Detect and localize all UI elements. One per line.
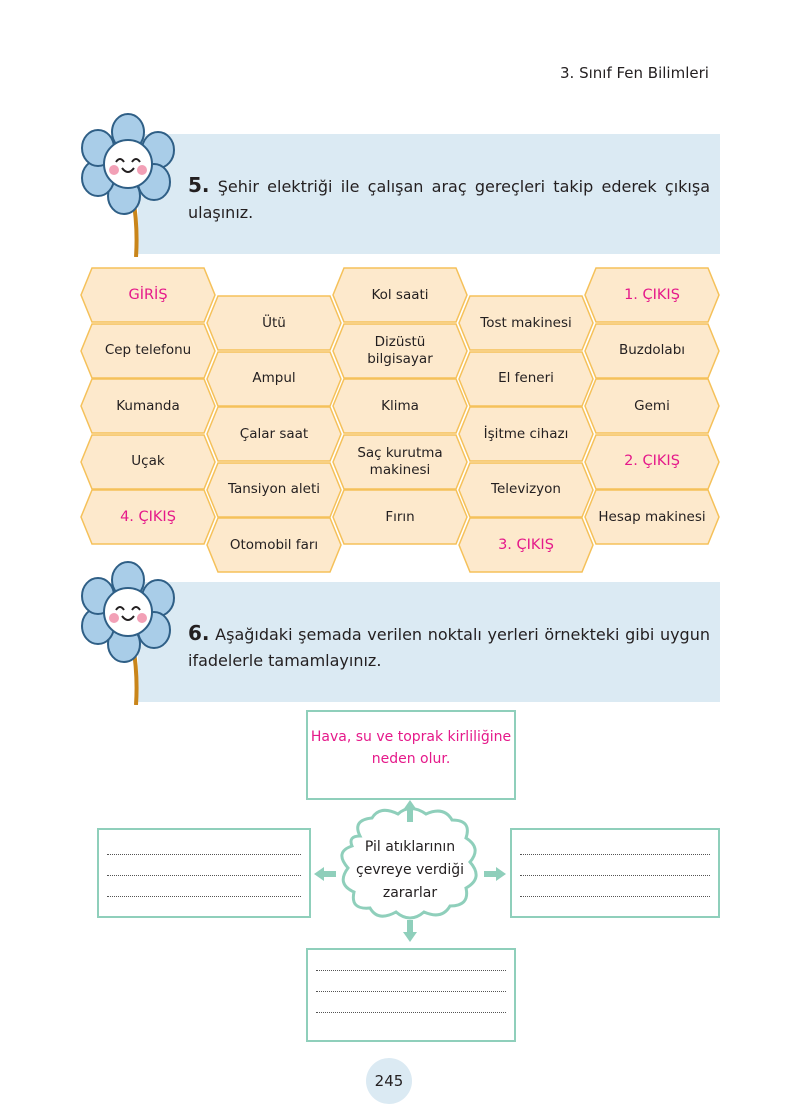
- maze-cell-label: 3. ÇIKIŞ: [498, 536, 554, 553]
- header-title: 3. Sınıf Fen Bilimleri: [560, 64, 709, 82]
- maze-cell-label: Otomobil farı: [229, 536, 319, 553]
- maze-cell-label: Fırın: [385, 508, 415, 525]
- maze-cell-label: Cep telefonu: [104, 342, 192, 358]
- maze-cell-label: Dizüstü bilgisayar: [367, 333, 433, 367]
- maze-cell-label: Tost makinesi: [480, 314, 572, 331]
- maze-cell-label: Buzdolabı: [618, 342, 686, 358]
- question-6-number: 6.: [188, 621, 210, 645]
- maze-cell-label: Uçak: [131, 453, 165, 469]
- page-number: 245: [366, 1058, 412, 1104]
- maze-cell-label: Kol saati: [371, 286, 429, 303]
- question-5-text: Şehir elektriği ile çalışan araç gereçleri takip ederek çıkışa ulaşınız.: [188, 177, 710, 222]
- maze-cell-label: GİRİŞ: [128, 286, 168, 303]
- maze-cell-label: Kumanda: [116, 397, 180, 414]
- maze-cell-label: İşitme cihazı: [483, 425, 569, 442]
- maze-cell-label: 1. ÇIKIŞ: [624, 286, 680, 303]
- maze-cell-label: Çalar saat: [239, 425, 309, 442]
- maze-cell-label: Saç kurutma makinesi: [357, 444, 443, 478]
- maze-cell-label: 4. ÇIKIŞ: [120, 508, 176, 525]
- maze-cell-label: Gemi: [634, 397, 670, 414]
- question-5-number: 5.: [188, 173, 210, 197]
- diagram-center-text: Pil atıklarının çevreye verdiği zararlar: [356, 839, 464, 901]
- maze-cell-label: Hesap makinesi: [598, 508, 706, 525]
- example-answer: Hava, su ve toprak kirliliğine neden olur.: [310, 729, 512, 767]
- maze-cell-label: Ütü: [262, 314, 286, 331]
- maze-cell-label: El feneri: [498, 370, 554, 386]
- maze-cell-label: Televizyon: [491, 481, 561, 497]
- maze-cell-label: Klima: [381, 397, 419, 414]
- maze-cell-label: Tansiyon aleti: [227, 481, 321, 497]
- question-6-text: Aşağıdaki şemada verilen noktalı yerleri örnekteki gibi uygun ifadelerle tamamlayınız.: [188, 625, 710, 670]
- maze-cell-label: 2. ÇIKIŞ: [624, 453, 680, 469]
- maze-cell-label: Ampul: [252, 370, 296, 386]
